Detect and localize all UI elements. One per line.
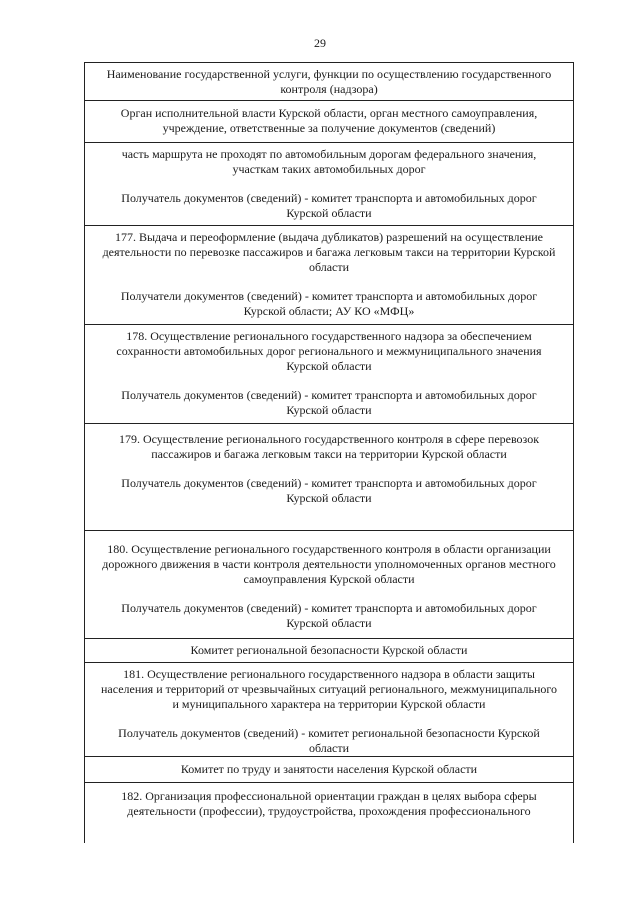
continuation-row [85,143,573,226]
service-title: 179. Осуществление регионального государственного контроля в сфере перевозок пассажиров и багажа легковым такси на территории Курской области [118,432,540,461]
service-recipient: Получатель документов (сведений) - комитет транспорта и автомобильных дорог Курской области [121,388,537,417]
service-recipient: Получатели документов (сведений) - комитет транспорта и автомобильных дорог Курской области; АУ КО «МФЦ» [120,289,538,318]
department-row-security [85,639,573,663]
department-row-labor [85,757,573,783]
header-responsible-text: Орган исполнительной власти Курской области, орган местного самоуправления, учреждение, ответственные за получение документов (сведений) [120,106,538,135]
service-recipient: Получатель документов (сведений) - комитет транспорта и автомобильных дорог Курской области [121,476,537,505]
service-title: 178. Осуществление регионального государственного надзора за обеспечением сохранности автомобильных дорог регионального и межмуниципального значения Курской области [116,329,542,373]
service-row-181 [85,663,573,757]
service-row-177 [85,226,573,325]
service-row-179 [85,424,573,531]
service-recipient: Получатель документов (сведений) - комитет региональной безопасности Курской области [118,726,540,755]
department-title: Комитет по труду и занятости населения Курской области [180,762,478,776]
continuation-text: часть маршрута не проходят по автомобильным дорогам федерального значения, участкам таких автомобильных дорог [121,147,537,176]
service-row-182 [85,783,573,843]
service-title: 181. Осуществление регионального государственного надзора в области защиты населения и территорий от чрезвычайных ситуаций регионального, межмуниципального и муниципального характера на территории Курской области [100,667,558,711]
service-title: 182. Организация профессиональной ориентации граждан в целях выбора сферы деятельности (профессии), трудоустройства, прохождения профессионального [121,789,537,818]
service-recipient: Получатель документов (сведений) - комитет транспорта и автомобильных дорог Курской области [121,601,537,630]
service-title: 180. Осуществление регионального государственного контроля в области организации дорожного движения в части контроля деятельности уполномоченных органов местного самоуправления Курской области [102,542,556,586]
header-service-text: Наименование государственной услуги, функции по осуществлению государственного контроля (надзора) [106,67,552,96]
header-responsible-column [85,101,573,143]
service-row-178 [85,325,573,424]
continuation-recipient: Получатель документов (сведений) - комитет транспорта и автомобильных дорог Курской области [121,191,537,220]
service-title: 177. Выдача и переоформление (выдача дубликатов) разрешений на осуществление деятельности по перевозке пассажиров и багажа легковым такси на территории Курской области [102,230,556,274]
department-title: Комитет региональной безопасности Курской области [190,643,468,657]
services-table [84,62,574,843]
service-row-180 [85,531,573,639]
page-number: 29 [314,36,326,50]
header-service-column [85,63,573,101]
